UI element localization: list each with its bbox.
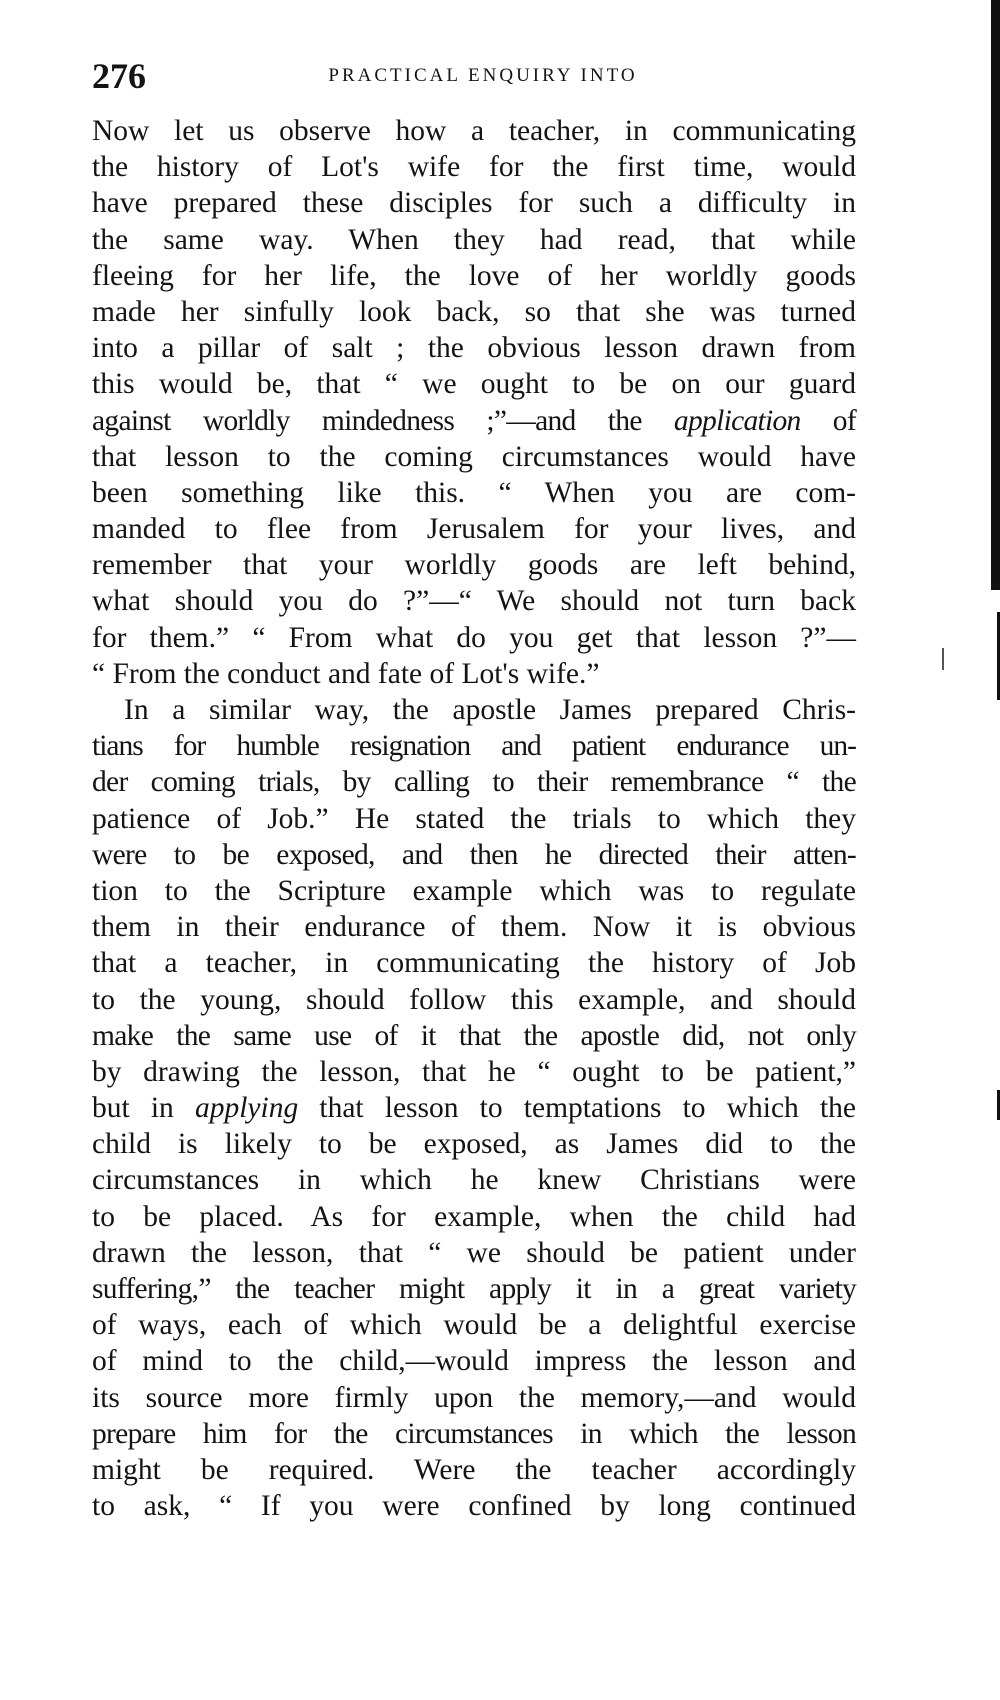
text-line: might be required. Were the teacher accordingly	[92, 1453, 856, 1486]
text-line: were to be exposed, and then he directed their atten-	[92, 838, 856, 871]
text-line: its source more firmly upon the memory,—and would	[92, 1381, 856, 1414]
text-line: what should you do ?”—“ We should not turn back	[92, 585, 856, 618]
page-number: 276	[92, 56, 146, 96]
text-line: der coming trials, by calling to their remembrance “ the	[92, 766, 856, 799]
running-head: PRACTICAL ENQUIRY INTO	[328, 65, 638, 86]
text-line: tion to the Scripture example which was to regulate	[92, 874, 856, 907]
text-line: of mind to the child,—would impress the lesson and	[92, 1345, 856, 1378]
text-line: “ From the conduct and fate of Lot's wife.”	[92, 657, 600, 690]
scan-edge-shadow	[991, 0, 1000, 590]
text-line: In a similar way, the apostle James prepared Chris-	[124, 694, 856, 726]
text-line	[92, 403, 856, 439]
text-run: but in	[92, 1092, 195, 1125]
text-line: have prepared these disciples for such a difficulty in	[92, 187, 856, 220]
text-line: the same way. When they had read, that while	[92, 223, 856, 256]
text-line: this would be, that “ we ought to be on our guard	[92, 368, 856, 401]
body-text	[92, 113, 856, 1524]
text-line: patience of Job.” He stated the trials to which they	[92, 802, 856, 835]
text-line: make the same use of it that the apostle did, not only	[92, 1019, 856, 1052]
text-line: to be placed. As for example, when the child had	[92, 1200, 856, 1233]
text-line: Now let us observe how a teacher, in communicating	[92, 115, 856, 147]
text-line: them in their endurance of them. Now it is obvious	[92, 911, 856, 944]
text-line: of ways, each of which would be a delightful exercise	[92, 1309, 856, 1342]
page-header	[92, 55, 856, 105]
text-line	[92, 1090, 856, 1126]
text-line: child is likely to be exposed, as James did to the	[92, 1128, 856, 1161]
text-line: to ask, “ If you were confined by long continued	[92, 1490, 856, 1523]
text-line: circumstances in which he knew Christians were	[92, 1164, 856, 1197]
text-line: tians for humble resignation and patient endurance un-	[92, 730, 856, 763]
text-line: remember that your worldly goods are left behind,	[92, 549, 856, 582]
text-line: for them.” “ From what do you get that lesson ?”—	[92, 621, 856, 654]
text-run: of	[800, 404, 856, 437]
text-line: fleeing for her life, the love of her worldly goods	[92, 259, 856, 292]
text-line: drawn the lesson, that “ we should be patient under	[92, 1236, 856, 1269]
text-run: against worldly mindedness ;”—and the	[92, 404, 674, 437]
text-line: suffering,” the teacher might apply it in a great variety	[92, 1273, 856, 1305]
text-run: that lesson to temptations to which the	[298, 1092, 856, 1125]
text-line: the history of Lot's wife for the first time, would	[92, 151, 856, 184]
text-line: made her sinfully look back, so that she was turned	[92, 295, 856, 328]
text-line: into a pillar of salt ; the obvious lesson drawn from	[92, 332, 856, 365]
text-line: been something like this. “ When you are com-	[92, 476, 856, 509]
text-line: manded to flee from Jerusalem for your lives, and	[92, 513, 856, 546]
text-line: that lesson to the coming circumstances would have	[92, 440, 856, 473]
emphasis: applying	[194, 1092, 299, 1125]
scan-artifact	[942, 648, 944, 670]
text-line: by drawing the lesson, that he “ ought to be patient,”	[92, 1055, 856, 1088]
text-line: prepare him for the circumstances in which the lesson	[92, 1417, 856, 1450]
emphasis: application	[673, 404, 801, 437]
text-line: to the young, should follow this example, and should	[92, 983, 856, 1016]
text-line: that a teacher, in communicating the history of Job	[92, 947, 856, 980]
